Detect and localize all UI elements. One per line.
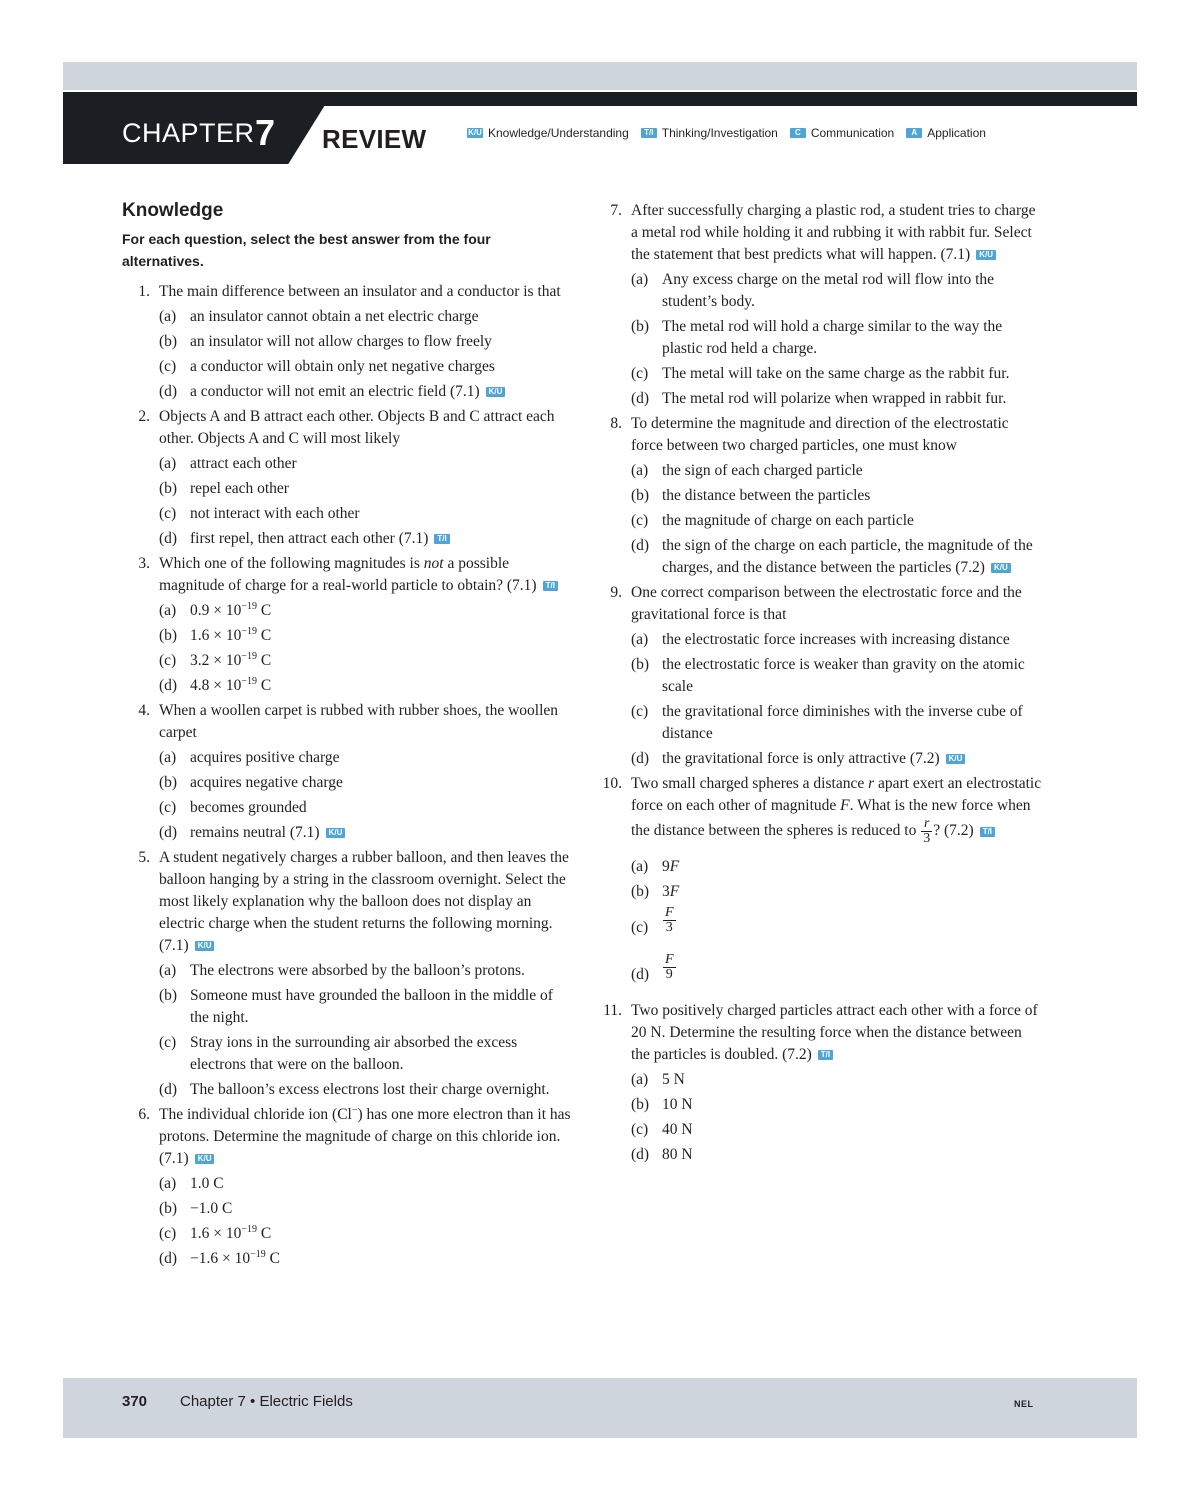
ku-tag-icon: K/U — [468, 128, 482, 137]
option-label: (b) — [631, 487, 650, 504]
ti-tag-icon: T/I — [543, 581, 558, 591]
page-number: 370 — [122, 1393, 148, 1410]
option-label: (c) — [159, 799, 177, 816]
legend-label: Knowledge/Understanding — [488, 126, 629, 140]
question-number: 1. — [138, 283, 150, 300]
option-c — [631, 906, 1044, 950]
option-c — [159, 503, 572, 525]
option-label: (a) — [159, 749, 177, 766]
option-text: attract each other — [190, 455, 297, 472]
fraction-numerator: r — [921, 817, 932, 832]
stem-text: After successfully charging a plastic rod, a student tries to charge a metal rod while holding it and rubbing it with rabbit fur. Select the statement that best predicts what will happen. (7.1) — [631, 202, 1036, 263]
option-c — [631, 510, 1044, 532]
exponent: −19 — [241, 1223, 258, 1235]
legend-item-knowledge — [467, 126, 629, 140]
legend-label: Application — [927, 126, 986, 140]
option-text: first repel, then attract each other (7.1) — [190, 530, 429, 547]
question-2 — [122, 406, 572, 550]
option-label: (b) — [159, 480, 178, 497]
option-text: 4.8 × 10 — [190, 677, 242, 694]
question-stem: The main difference between an insulator and a conductor is that — [159, 283, 561, 300]
a-tag-icon: A — [906, 128, 922, 138]
question-stem: Objects A and B attract each other. Objects B and C attract each other. Objects A and C will most likely — [159, 408, 555, 447]
chapter-number: 7 — [255, 112, 276, 153]
option-text: the sign of each charged particle — [662, 462, 863, 479]
ti-tag-icon: T/I — [641, 128, 657, 138]
option-text: The metal will take on the same charge as the rabbit fur. — [662, 365, 1010, 382]
option-b — [631, 881, 1044, 903]
option-c — [159, 797, 572, 819]
question-stem — [631, 773, 1044, 846]
option-text: 3 — [662, 883, 670, 900]
option-label: (d) — [159, 824, 178, 841]
variable: F — [840, 797, 850, 814]
question-stem — [631, 1000, 1044, 1066]
option-text: 0.9 × 10 — [190, 602, 242, 619]
option-text: a conductor will not emit an electric field (7.1) — [190, 383, 480, 400]
option-label: (d) — [159, 530, 178, 547]
option-label: (d) — [159, 383, 178, 400]
option-label: (b) — [631, 883, 650, 900]
question-9 — [594, 582, 1044, 770]
option-c — [159, 650, 572, 672]
option-label: (a) — [159, 1175, 177, 1192]
review-label: REVIEW — [322, 124, 427, 154]
question-number: 10. — [602, 775, 622, 792]
option-text: The balloon’s excess electrons lost their charge overnight. — [190, 1081, 550, 1098]
option-a — [631, 269, 1044, 313]
option-label: (d) — [631, 537, 650, 554]
option-a — [159, 960, 572, 982]
stem-text: Two small charged spheres a distance — [631, 775, 869, 792]
option-label: (b) — [631, 1096, 650, 1113]
stem-text: ) has one more electron than it has protons. Determine the magnitude of charge on this chloride ion. (7.1) — [159, 1106, 571, 1167]
exponent: −19 — [241, 625, 258, 637]
fraction-denominator: 3 — [923, 831, 931, 846]
legend-item-application — [906, 126, 986, 140]
option-a — [159, 1173, 572, 1195]
ti-tag-icon: T/I — [818, 1050, 833, 1060]
variable: r — [868, 775, 875, 792]
unit: C — [257, 652, 272, 669]
variable: F — [669, 858, 680, 875]
option-text: The metal rod will hold a charge similar to the way the plastic rod held a charge. — [662, 318, 1003, 357]
option-label: (c) — [631, 919, 649, 936]
option-c — [159, 356, 572, 378]
fraction — [663, 953, 676, 982]
option-text: 1.6 × 10 — [190, 627, 242, 644]
option-label: (d) — [631, 966, 650, 983]
stem-emphasis: not — [423, 555, 444, 572]
question-stem: To determine the magnitude and direction of the electrostatic force between two charged particles, one must know — [631, 415, 1009, 454]
option-text: the electrostatic force increases with increasing distance — [662, 631, 1010, 648]
option-label: (c) — [631, 512, 649, 529]
option-b — [159, 625, 572, 647]
unit: C — [257, 1225, 272, 1242]
question-number: 7. — [610, 202, 622, 219]
option-b — [631, 654, 1044, 698]
option-text: remains neutral (7.1) — [190, 824, 320, 841]
fraction-numerator: F — [665, 952, 674, 967]
option-text: acquires positive charge — [190, 749, 340, 766]
question-number: 2. — [138, 408, 150, 425]
option-text: repel each other — [190, 480, 289, 497]
option-label: (a) — [631, 858, 649, 875]
option-label: (a) — [631, 1071, 649, 1088]
ku-tag-icon: K/U — [195, 941, 215, 951]
option-d — [631, 535, 1044, 579]
question-6 — [122, 1104, 572, 1270]
legend-label: Thinking/Investigation — [661, 126, 778, 140]
question-stem: When a woollen carpet is rubbed with rubber shoes, the woollen carpet — [159, 702, 559, 741]
legend-item-communication — [790, 126, 894, 140]
option-label: (c) — [631, 365, 649, 382]
option-c — [631, 701, 1044, 745]
option-label: (a) — [159, 308, 177, 325]
question-8 — [594, 413, 1044, 579]
option-d — [631, 388, 1044, 410]
option-d — [631, 953, 1044, 997]
question-number: 11. — [603, 1002, 622, 1019]
option-d — [631, 1144, 1044, 1166]
option-text: 10 N — [662, 1096, 693, 1113]
question-number: 9. — [610, 584, 622, 601]
stem-text: ? (7.2) — [933, 822, 974, 840]
legend-item-thinking — [641, 126, 778, 140]
ti-tag-icon: T/I — [980, 827, 995, 837]
footer-title: Chapter 7 • Electric Fields — [180, 1393, 353, 1410]
stem-text: A student negatively charges a rubber balloon, and then leaves the balloon hanging by a string in the classroom overnight. Select the most likely explanation why the balloon does not display an electric charge when the student returns the following morning. (7.1) — [159, 849, 569, 954]
right-column — [594, 200, 1044, 1169]
option-label: (b) — [159, 987, 178, 1004]
option-text: the magnitude of charge on each particle — [662, 512, 914, 529]
option-label: (c) — [159, 1034, 177, 1051]
option-text: 40 N — [662, 1121, 693, 1138]
unit: C — [257, 602, 272, 619]
question-stem — [631, 200, 1044, 266]
option-b — [159, 772, 572, 794]
option-c — [159, 1032, 572, 1076]
option-b — [631, 1094, 1044, 1116]
option-label: (c) — [159, 652, 177, 669]
ti-tag-icon: T/I — [434, 534, 449, 544]
fraction — [663, 906, 676, 935]
option-b — [159, 331, 572, 353]
fraction-numerator: F — [665, 905, 674, 920]
option-text: the electrostatic force is weaker than gravity on the atomic scale — [662, 656, 1025, 695]
option-text: acquires negative charge — [190, 774, 343, 791]
option-b — [159, 478, 572, 500]
option-label: (c) — [631, 703, 649, 720]
fraction-denominator: 3 — [665, 920, 673, 935]
question-stem — [159, 1104, 572, 1170]
stem-text: The individual chloride ion (Cl — [159, 1106, 352, 1123]
option-c — [159, 1223, 572, 1245]
option-b — [631, 485, 1044, 507]
ku-tag-icon: K/U — [976, 250, 996, 260]
option-label: (a) — [631, 462, 649, 479]
ku-tag-icon: K/U — [195, 1154, 215, 1164]
option-text: the distance between the particles — [662, 487, 871, 504]
option-label: (b) — [631, 318, 650, 335]
option-text: 1.0 C — [190, 1175, 224, 1192]
option-c — [631, 1119, 1044, 1141]
option-label: (d) — [159, 1250, 178, 1267]
option-text: −1.6 × 10 — [190, 1250, 251, 1267]
ku-tag-icon: K/U — [486, 387, 506, 397]
publisher-mark: NEL — [1014, 1399, 1034, 1409]
option-a — [631, 1069, 1044, 1091]
option-text: a conductor will obtain only net negative charges — [190, 358, 495, 375]
option-a — [159, 747, 572, 769]
ku-tag-icon: K/U — [991, 563, 1011, 573]
option-text: the gravitational force diminishes with the inverse cube of distance — [662, 703, 1023, 742]
option-b — [159, 985, 572, 1029]
option-text: Someone must have grounded the balloon in the middle of the night. — [190, 987, 553, 1026]
option-d — [159, 381, 572, 403]
exponent: −19 — [250, 1248, 266, 1260]
fraction-denominator: 9 — [665, 967, 673, 982]
question-3 — [122, 553, 572, 697]
question-5 — [122, 847, 572, 1101]
exponent: −19 — [241, 600, 258, 612]
option-a — [159, 600, 572, 622]
option-label: (d) — [159, 1081, 178, 1098]
question-number: 3. — [138, 555, 150, 572]
section-instructions: For each question, select the best answer from the four alternatives. — [122, 231, 491, 269]
option-label: (c) — [159, 358, 177, 375]
option-label: (c) — [159, 505, 177, 522]
question-1 — [122, 281, 572, 403]
question-number: 5. — [138, 849, 150, 866]
question-number: 8. — [610, 415, 622, 432]
option-label: (b) — [159, 333, 178, 350]
option-label: (d) — [631, 1146, 650, 1163]
option-b — [159, 1198, 572, 1220]
option-label: (b) — [159, 774, 178, 791]
option-text: not interact with each other — [190, 505, 360, 522]
option-label: (c) — [159, 1225, 177, 1242]
option-text: becomes grounded — [190, 799, 307, 816]
option-label: (d) — [631, 390, 650, 407]
option-label: (a) — [159, 962, 177, 979]
stem-text: . What is the new force when the distance between the spheres is reduced to — [631, 797, 1031, 840]
option-d — [159, 528, 572, 550]
option-d — [631, 748, 1044, 770]
option-label: (d) — [159, 677, 178, 694]
question-7 — [594, 200, 1044, 410]
option-a — [631, 460, 1044, 482]
option-a — [159, 306, 572, 328]
option-label: (a) — [159, 455, 177, 472]
superscript: − — [351, 1104, 358, 1116]
option-label: (a) — [631, 271, 649, 288]
option-c — [631, 363, 1044, 385]
chapter-label: CHAPTER — [122, 118, 255, 148]
option-text: the gravitational force is only attractive (7.2) — [662, 750, 940, 767]
option-label: (b) — [159, 627, 178, 644]
option-a — [631, 856, 1044, 878]
stem-text: apart exert an electrostatic force on each other of magnitude — [631, 775, 1042, 814]
stem-text: Which one of the following magnitudes is — [159, 555, 424, 572]
option-label: (c) — [631, 1121, 649, 1138]
variable: F — [669, 883, 680, 900]
question-stem — [159, 847, 572, 957]
option-text: Stray ions in the surrounding air absorbed the excess electrons that were on the balloon. — [190, 1034, 518, 1073]
unit: C — [257, 627, 272, 644]
question-stem: One correct comparison between the electrostatic force and the gravitational force is that — [631, 584, 1022, 623]
top-banner — [63, 62, 1137, 90]
option-d — [159, 1079, 572, 1101]
option-text: 3.2 × 10 — [190, 652, 242, 669]
question-10 — [594, 773, 1044, 997]
option-text: 9 — [662, 858, 670, 875]
stem-text: a possible magnitude of charge for a real-world particle to obtain? (7.1) — [159, 555, 537, 594]
option-text: 1.6 × 10 — [190, 1225, 242, 1242]
option-label: (a) — [159, 602, 177, 619]
option-text: an insulator will not allow charges to flow freely — [190, 333, 492, 350]
exponent: −19 — [241, 650, 258, 662]
stem-text: Two positively charged particles attract each other with a force of 20 N. Determine the resulting force when the distance between the particles is doubled. (7.2) — [631, 1002, 1038, 1063]
section-title: Knowledge — [122, 200, 224, 221]
legend-label: Communication — [810, 126, 895, 140]
option-text: Any excess charge on the metal rod will flow into the student’s body. — [662, 271, 995, 310]
option-text: The electrons were absorbed by the balloon’s protons. — [190, 962, 525, 979]
exponent: −19 — [241, 675, 258, 687]
left-column — [122, 200, 572, 1273]
question-stem — [159, 553, 572, 597]
option-text: 80 N — [662, 1146, 693, 1163]
option-text: −1.0 C — [190, 1200, 233, 1217]
c-tag-icon: C — [790, 128, 806, 138]
option-text: 5 N — [662, 1071, 685, 1088]
ku-tag-icon: K/U — [326, 828, 346, 838]
option-a — [631, 629, 1044, 651]
unit: C — [257, 677, 272, 694]
question-4 — [122, 700, 572, 844]
category-legend — [467, 126, 998, 140]
option-label: (d) — [631, 750, 650, 767]
question-number: 6. — [138, 1106, 150, 1123]
option-label: (a) — [631, 631, 649, 648]
unit: C — [265, 1250, 280, 1267]
question-11 — [594, 1000, 1044, 1166]
option-d — [159, 675, 572, 697]
fraction — [921, 817, 932, 846]
option-d — [159, 822, 572, 844]
question-number: 4. — [138, 702, 150, 719]
option-label: (b) — [159, 1200, 178, 1217]
option-a — [159, 453, 572, 475]
option-d — [159, 1248, 572, 1270]
option-b — [631, 316, 1044, 360]
ku-tag-icon: K/U — [946, 754, 966, 764]
option-text: an insulator cannot obtain a net electric charge — [190, 308, 479, 325]
option-text: the sign of the charge on each particle, the magnitude of the charges, and the distance between the particles (7.2) — [662, 537, 1033, 576]
option-text: The metal rod will polarize when wrapped in rabbit fur. — [662, 390, 1007, 407]
option-label: (b) — [631, 656, 650, 673]
